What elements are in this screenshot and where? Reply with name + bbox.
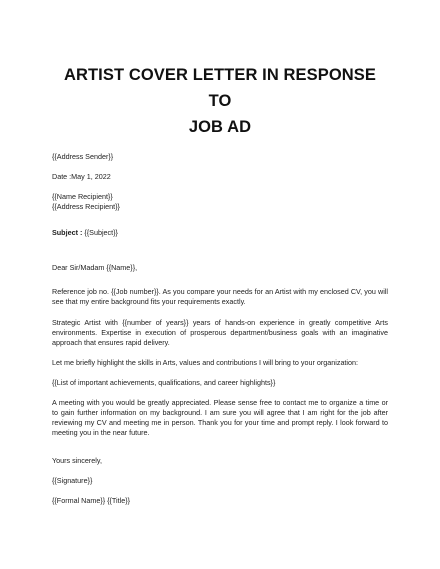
address-recipient: {{Address Recipient}} — [52, 202, 120, 211]
recipient-block — [52, 192, 388, 212]
formal-name: {{Formal Name}} {{Title}} — [52, 496, 131, 505]
signature: {{Signature}} — [52, 476, 93, 485]
paragraph-experience: Strategic Artist with {{number of years}} years of hands-on experience in greatly competitive Arts environments. Expertise in execution of prosperous department/business goals with an imaginative approach that ensures rapid delivery. — [52, 318, 388, 347]
subject-label: Subject : — [52, 228, 83, 237]
paragraph-meeting: A meeting with you would be greatly appreciated. Please sense free to contact me to organize a time or to gain further information on my background. I am sure you will agree that I am right for the job after reviewing my CV and meeting me in person. Thank you for your time and prompt reply. I look forward to meeting you in the near future. — [52, 398, 388, 437]
title-line-2: JOB AD — [188, 118, 252, 136]
paragraph-skills-intro: Let me briefly highlight the skills in Arts, values and contributions I will bring to your organization: — [52, 358, 359, 367]
letter-date: Date :May 1, 2022 — [52, 172, 111, 181]
subject-value: {{Subject}} — [82, 228, 118, 237]
title-line-1: ARTIST COVER LETTER IN RESPONSE TO — [63, 66, 377, 110]
name-recipient: {{Name Recipient}} — [52, 192, 113, 201]
letter-body — [52, 152, 388, 506]
paragraph-reference: Reference job no. {{Job number}}. As you compare your needs for an Artist with my enclosed CV, you will see that my entire background fits your requirements exactly. — [52, 287, 388, 306]
page-title — [52, 0, 388, 140]
address-sender: {{Address Sender}} — [52, 152, 114, 161]
closing: Yours sincerely, — [52, 456, 102, 465]
paragraph-achievements: {{List of important achievements, qualifications, and career highlights}} — [52, 378, 276, 387]
salutation: Dear Sir/Madam {{Name}}, — [52, 263, 138, 272]
subject-line — [52, 228, 388, 238]
